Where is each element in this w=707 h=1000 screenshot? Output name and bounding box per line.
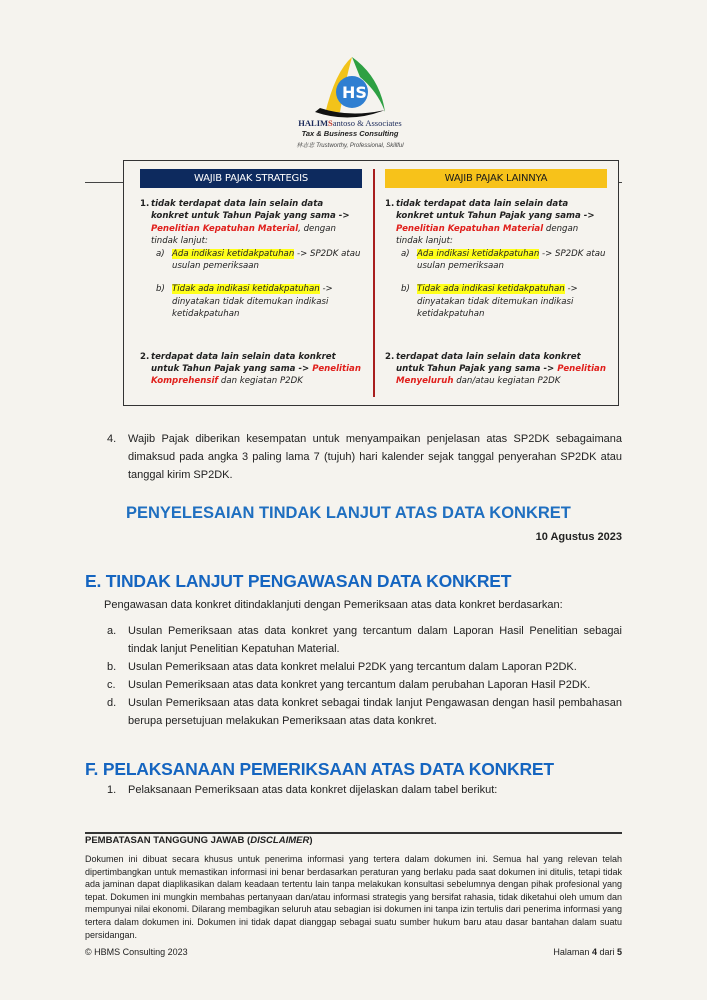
text: b. (107, 661, 117, 673)
disclaimer-text: Dokumen ini dibuat secara khusus untuk penerima informasi yang tertera dalam dokumen ini. Semua hal yang relevan telah dipertimbangkan untuk memastikan informasi ini benar berdasarkan peraturan yang berlaku pada saat dokumen ini ditulis, tetapi tidak ada jaminan dapat diaplikasikan dalam keadaan tertentu lain tanpa melakukan konsultasi sebelumnya dengan pihak profesional yang tepat. Dokumen ini mungkin membahas pertanyaan dan/atau informasi strategis yang bersifat rahasia, tidak diketahui oleh umum dan mempunyai nilai ekonomi. Dilarang membagikan seluruh atau sebagian isi dokumen ini tanpa izin tertulis dari penerima informasi yang tertera dalam dokumen ini. Dokumen ini tidak dapat dianggap sebagai suatu sumber hukum baru atau dasar bantahan dalam suatu persidangan. (85, 854, 622, 940)
text: ) (309, 835, 313, 846)
text: 5 (616, 947, 622, 957)
text: a. (107, 625, 117, 637)
rich-text (172, 283, 362, 320)
logo-tagline: Tax & Business Consulting (301, 129, 399, 138)
disclaimer-rule (85, 832, 622, 834)
text: DISCLAIMER (250, 835, 310, 846)
text: antoso & Associates (332, 118, 402, 128)
text-segment: tidak terdapat data lain selain data konkret untuk Tahun Pajak yang sama -> (151, 199, 350, 222)
list-item (107, 781, 622, 799)
text-segment: -> SP2DK atau usulan pemeriksaan (417, 248, 606, 272)
document-date: 10 Agustus 2023 (535, 531, 622, 543)
text: Usulan Pemeriksaan atas data konkret sebagai tindak lanjut Pengawasan dengan hasil pembahasan berupa persetujuan melakukan Pemeriksaan atas data konkret. (128, 697, 622, 727)
logo-motto (250, 140, 450, 149)
text: 林志忠 (296, 143, 315, 149)
text: b) (156, 284, 165, 295)
highlighted-text: Tidak ada indikasi ketidakpatuhan (417, 284, 565, 295)
text: 4. (107, 433, 117, 445)
figure-subitem-b (401, 283, 607, 320)
figure-item-1 (385, 198, 607, 248)
highlighted-text: Ada indikasi ketidakpatuhan (417, 248, 540, 259)
emphasis-text: Penelitian Kepatuhan Material (396, 223, 544, 234)
rich-text (151, 198, 362, 248)
emphasis-text: Penelitian Kepatuhan Material (151, 223, 299, 234)
section-e-intro: Pengawasan data konkret ditindaklanjuti dengan Pemeriksaan atas data konkret berdasarkan: (104, 599, 563, 611)
section-f-heading: F. PELAKSANAAN PEMERIKSAAN ATAS DATA KONKRET (85, 759, 554, 779)
figure-subitem-b (156, 283, 362, 320)
svg-text:HS: HS (342, 83, 367, 102)
text: S (328, 118, 333, 128)
text-segment: dan/atau kegiatan P2DK (453, 376, 561, 387)
text-segment: , dengan tindak lanjut: (151, 223, 336, 247)
list-item-4 (107, 430, 622, 484)
figure-item-2 (385, 351, 607, 388)
text: a) (156, 248, 165, 259)
rich-text (417, 283, 607, 320)
list-item (107, 622, 622, 658)
text-segment: -> SP2DK atau usulan pemeriksaan (172, 248, 361, 272)
figure-item-1 (140, 198, 362, 248)
page-number (553, 947, 622, 957)
logo-brand (250, 118, 450, 128)
disclaimer-title (85, 835, 313, 846)
text: d. (107, 697, 117, 709)
text-segment: dengan tindak lanjut: (396, 223, 579, 247)
figure-item-2 (140, 351, 362, 388)
text: 1. (385, 199, 395, 209)
column-lainnya (385, 169, 607, 388)
text: 1. (107, 784, 117, 796)
text: dari (596, 947, 617, 957)
text: c. (107, 679, 116, 691)
column-header: WAJIB PAJAK LAINNYA (385, 169, 607, 188)
text-segment: terdapat data lain selain data konkret untuk Tahun Pajak yang sama -> (396, 351, 581, 375)
text-segment: -> dinyatakan tidak ditemukan indikasi ketidakpatuhan (417, 284, 578, 320)
column-strategis (140, 169, 362, 388)
rich-text (417, 248, 607, 273)
rich-text (396, 351, 607, 388)
column-divider (373, 169, 375, 397)
text: 4 (591, 947, 597, 957)
text: a) (401, 248, 410, 259)
list-item (107, 676, 622, 694)
text-segment: terdapat data lain selain data konkret untuk Tahun Pajak yang sama -> (151, 351, 336, 375)
text: Usulan Pemeriksaan atas data konkret yang tercantum dalam Laporan Hasil Penelitian sebagai tindak lanjut Penelitian Kepatuhan Material. (128, 625, 622, 655)
highlighted-text: Tidak ada indikasi ketidakpatuhan (172, 284, 320, 295)
text: 2. (385, 351, 395, 362)
column-header: WAJIB PAJAK STRATEGIS (140, 169, 362, 188)
section-e-heading: E. TINDAK LANJUT PENGAWASAN DATA KONKRET (85, 571, 512, 591)
rich-text (172, 248, 362, 273)
text: Wajib Pajak diberikan kesempatan untuk menyampaikan penjelasan atas SP2DK sebagaimana dimaksud pada angka 3 paling lama 7 (tujuh) hari kalender sejak tanggal penyerahan SP2DK atau tanggal kirim SP2DK. (128, 433, 622, 481)
text: Halaman (553, 947, 592, 957)
text: Usulan Pemeriksaan atas data konkret yang tercantum dalam perubahan Laporan Hasil P2DK. (128, 679, 591, 691)
figure-subitem-a (156, 248, 362, 273)
list-item (107, 658, 622, 676)
document-title: PENYELESAIAN TINDAK LANJUT ATAS DATA KONKRET (126, 504, 571, 522)
comparison-figure (123, 160, 619, 406)
text: b) (401, 284, 410, 295)
rich-text (151, 351, 362, 388)
figure-subitem-a (401, 248, 607, 273)
text: PEMBATASAN TANGGUNG JAWAB ( (85, 835, 251, 846)
text-segment: tidak terdapat data lain selain data konkret untuk Tahun Pajak yang sama -> (396, 199, 595, 222)
emphasis-text: Penelitian Komprehensif (151, 364, 361, 387)
footer-copyright: © HBMS Consulting 2023 (85, 947, 188, 957)
text-segment: -> dinyatakan tidak ditemukan indikasi ketidakpatuhan (172, 284, 333, 320)
text: Usulan Pemeriksaan atas data konkret melalui P2DK yang tercantum dalam Laporan P2DK. (128, 661, 577, 673)
list-item (107, 694, 622, 730)
text: Trustworthy, Professional, Skillful (316, 143, 404, 149)
text: 2. (140, 351, 150, 362)
text: HALIM (298, 118, 329, 128)
highlighted-text: Ada indikasi ketidakpatuhan (172, 248, 295, 259)
text-segment: dan kegiatan P2DK (218, 376, 303, 387)
text: 1. (140, 199, 150, 209)
emphasis-text: Penelitian Menyeluruh (396, 364, 606, 387)
section-e-list (107, 622, 622, 730)
text: Pelaksanaan Pemeriksaan atas data konkret dijelaskan dalam tabel berikut: (128, 784, 498, 796)
rich-text (396, 198, 607, 248)
